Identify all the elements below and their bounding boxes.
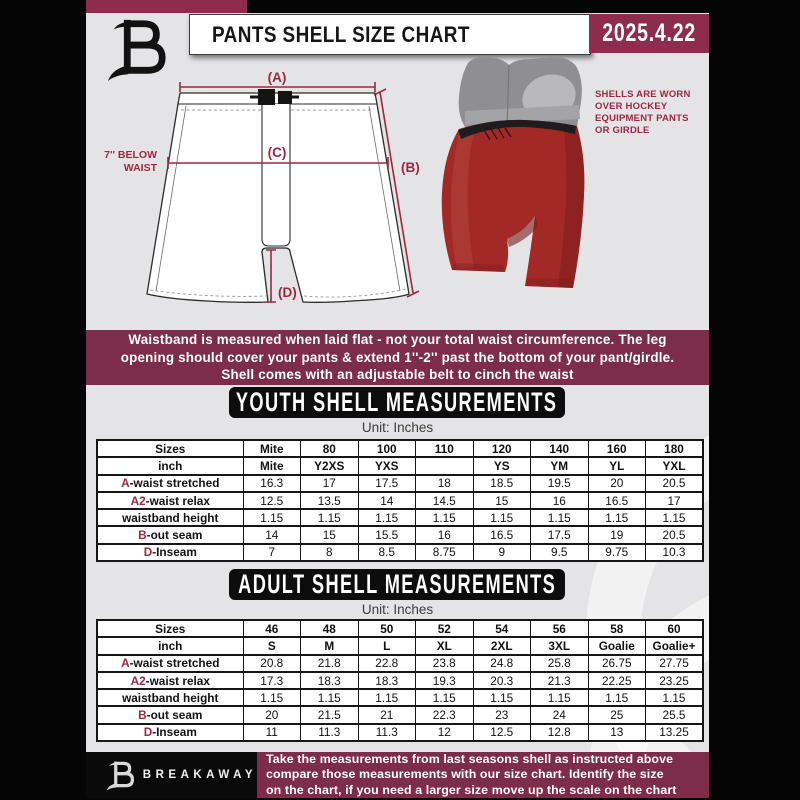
label-B: (B) — [401, 160, 420, 175]
label-A: (A) — [267, 70, 287, 85]
title-bar — [189, 14, 591, 55]
table-row — [97, 544, 703, 561]
table-row — [97, 526, 703, 543]
cell: 18.3 — [358, 672, 416, 689]
cell: 8.5 — [358, 544, 416, 561]
row-label — [97, 544, 243, 561]
adult-heading-text: ADULT SHELL MEASUREMENTS — [237, 568, 557, 600]
cell: Mite — [243, 440, 301, 457]
adult-section-heading — [229, 569, 565, 600]
shell-note-line: EQUIPMENT PANTS — [595, 113, 689, 124]
cell: 14.5 — [416, 492, 474, 509]
cell: 58 — [588, 620, 646, 637]
row-label-text: inch — [158, 458, 183, 473]
info-banner-line: Waistband is measured when laid flat - not your total waist circumference. The leg — [128, 332, 667, 348]
cell: Y2XS — [301, 457, 359, 474]
footer-instructions — [257, 752, 709, 798]
cell: 1.15 — [531, 689, 589, 706]
footer-line: compare those measurements with our size chart. Identify the size — [266, 767, 664, 782]
content-sheet — [86, 13, 709, 752]
cell: 1.15 — [243, 689, 301, 706]
cell: 24 — [531, 706, 589, 723]
cell: Goalie+ — [646, 637, 704, 654]
cell: 22.25 — [588, 672, 646, 689]
row-label — [97, 492, 243, 509]
cell: 11 — [243, 724, 301, 741]
cell: 50 — [358, 620, 416, 637]
waist-note-line1: 7'' BELOW — [104, 149, 157, 161]
date-badge — [589, 14, 709, 53]
cell: 1.15 — [588, 509, 646, 526]
cell: 60 — [646, 620, 704, 637]
cell: 48 — [301, 620, 359, 637]
cell: 80 — [301, 440, 359, 457]
cell: 20 — [588, 475, 646, 492]
cell: 13.25 — [646, 724, 704, 741]
cell: M — [301, 637, 359, 654]
info-banner-line: Shell comes with an adjustable belt to cinch the waist — [221, 367, 574, 383]
cell — [416, 457, 474, 474]
row-label — [97, 440, 243, 457]
cell: 8.75 — [416, 544, 474, 561]
table-row — [97, 457, 703, 474]
row-label — [97, 724, 243, 741]
cell: 13 — [588, 724, 646, 741]
unit-label-youth: Unit: Inches — [361, 420, 434, 435]
cell: 17.5 — [358, 475, 416, 492]
cell: S — [243, 637, 301, 654]
date-text: 2025.4.22 — [602, 19, 696, 47]
cell: 26.75 — [588, 655, 646, 672]
cell: 18 — [416, 475, 474, 492]
cell: XL — [416, 637, 474, 654]
row-label-prefix: A — [121, 656, 130, 671]
cell: 19.3 — [416, 672, 474, 689]
cell: 20.5 — [646, 526, 704, 543]
cell: 9.5 — [531, 544, 589, 561]
table-row — [97, 440, 703, 457]
row-label-prefix: A2 — [130, 493, 146, 508]
shell-note-line: SHELLS ARE WORN — [595, 89, 691, 100]
cell: 16 — [531, 492, 589, 509]
row-label-prefix: B — [138, 708, 147, 723]
row-label — [97, 637, 243, 654]
cell: 25 — [588, 706, 646, 723]
row-label — [97, 620, 243, 637]
cell: 12.8 — [531, 724, 589, 741]
row-label-text: Sizes — [155, 621, 186, 636]
cell: 17 — [301, 475, 359, 492]
label-C: (C) — [267, 145, 287, 160]
shell-product-photo — [438, 55, 600, 321]
cell: 16.3 — [243, 475, 301, 492]
row-label — [97, 706, 243, 723]
cell: 54 — [473, 620, 531, 637]
cell: 17 — [646, 492, 704, 509]
cell: 20.3 — [473, 672, 531, 689]
cell: 1.15 — [416, 689, 474, 706]
row-label-prefix: B — [138, 528, 147, 543]
cell: YL — [588, 457, 646, 474]
row-label — [97, 672, 243, 689]
youth-size-table — [96, 439, 704, 562]
row-label — [97, 689, 243, 706]
cell: 140 — [531, 440, 589, 457]
cell: 1.15 — [358, 509, 416, 526]
row-label-text: -waist relax — [145, 673, 210, 688]
cell: 20.8 — [243, 655, 301, 672]
footer-brand-block — [86, 752, 257, 798]
info-banner — [86, 330, 709, 385]
cell: 10.3 — [646, 544, 704, 561]
cell: 180 — [646, 440, 704, 457]
youth-heading-text: YOUTH SHELL MEASUREMENTS — [236, 386, 558, 418]
row-label-text: -waist stretched — [129, 656, 220, 671]
table-row — [97, 706, 703, 723]
cell: 21 — [358, 706, 416, 723]
cell: 13.5 — [301, 492, 359, 509]
cell: 19 — [588, 526, 646, 543]
top-accent-strip — [86, 0, 247, 13]
cell: 23.25 — [646, 672, 704, 689]
row-label — [97, 526, 243, 543]
cell: 15.5 — [358, 526, 416, 543]
cell: 100 — [358, 440, 416, 457]
cell: 1.15 — [243, 509, 301, 526]
cell: 9 — [473, 544, 531, 561]
cell: 15 — [473, 492, 531, 509]
cell: 1.15 — [416, 509, 474, 526]
cell: 1.15 — [301, 689, 359, 706]
cell: 25.5 — [646, 706, 704, 723]
row-label — [97, 509, 243, 526]
cell: YS — [473, 457, 531, 474]
row-label-text: Sizes — [155, 441, 186, 456]
adult-size-table — [96, 619, 704, 742]
shell-note-line: OR GIRDLE — [595, 125, 650, 136]
cell: 17.3 — [243, 672, 301, 689]
cell: 20.5 — [646, 475, 704, 492]
cell: 9.75 — [588, 544, 646, 561]
cell: 18.3 — [301, 672, 359, 689]
cell: 1.15 — [473, 689, 531, 706]
row-label-text: -out seam — [146, 528, 203, 543]
cell: 23.8 — [416, 655, 474, 672]
cell: 16.5 — [473, 526, 531, 543]
cell: 21.5 — [301, 706, 359, 723]
table-row — [97, 620, 703, 637]
cell: 52 — [416, 620, 474, 637]
cell: 25.8 — [531, 655, 589, 672]
cell: 12 — [416, 724, 474, 741]
footer-line: on the chart, if you need a larger size move up the scale on the chart — [266, 782, 677, 797]
cell: 1.15 — [588, 689, 646, 706]
row-label — [97, 475, 243, 492]
row-label-prefix: D — [143, 545, 153, 560]
row-label-text: -Inseam — [152, 725, 197, 740]
cell: 14 — [358, 492, 416, 509]
cell: 1.15 — [358, 689, 416, 706]
row-label-text: -Inseam — [152, 545, 197, 560]
footer-line: Take the measurements from last seasons shell as instructed above — [266, 752, 674, 767]
page-title: PANTS SHELL SIZE CHART — [212, 21, 470, 47]
youth-section-heading — [229, 387, 565, 418]
cell: Goalie — [588, 637, 646, 654]
table-row — [97, 655, 703, 672]
cell: 12.5 — [473, 724, 531, 741]
label-D: (D) — [278, 285, 297, 300]
table-row — [97, 672, 703, 689]
cell: YM — [531, 457, 589, 474]
cell: 11.3 — [358, 724, 416, 741]
cell: 160 — [588, 440, 646, 457]
cell: 24.8 — [473, 655, 531, 672]
breakaway-logo-icon — [106, 758, 134, 792]
cell: 110 — [416, 440, 474, 457]
row-label-text: -waist relax — [145, 493, 210, 508]
cell: 8 — [301, 544, 359, 561]
cell: 16 — [416, 526, 474, 543]
cell: 1.15 — [531, 509, 589, 526]
table-row — [97, 637, 703, 654]
cell: L — [358, 637, 416, 654]
row-label — [97, 457, 243, 474]
cell: 17.5 — [531, 526, 589, 543]
cell: 20 — [243, 706, 301, 723]
info-banner-line: opening should cover your pants & extend 1''-2'' past the bottom of your pant/girdle. — [120, 349, 675, 365]
pants-measurement-diagram — [100, 60, 440, 320]
cell: 16.5 — [588, 492, 646, 509]
cell: 46 — [243, 620, 301, 637]
row-label — [97, 655, 243, 672]
waist-note-line2: WAIST — [123, 162, 157, 174]
shell-note — [595, 89, 709, 137]
table-row — [97, 475, 703, 492]
cell: Mite — [243, 457, 301, 474]
cell: 1.15 — [646, 689, 704, 706]
cell: 11.3 — [301, 724, 359, 741]
cell: 18.5 — [473, 475, 531, 492]
cell: 22.8 — [358, 655, 416, 672]
cell: 2XL — [473, 637, 531, 654]
cell: 1.15 — [473, 509, 531, 526]
cell: 1.15 — [301, 509, 359, 526]
cell: YXS — [358, 457, 416, 474]
cell: 23 — [473, 706, 531, 723]
table-row — [97, 724, 703, 741]
cell: 21.3 — [531, 672, 589, 689]
cell: 21.8 — [301, 655, 359, 672]
row-label-text: -waist stretched — [129, 476, 220, 491]
cell: 19.5 — [531, 475, 589, 492]
table-row — [97, 509, 703, 526]
table-row — [97, 689, 703, 706]
unit-label-adult: Unit: Inches — [361, 602, 434, 617]
row-label-prefix: A — [121, 476, 130, 491]
row-label-text: waistband height — [122, 690, 219, 705]
cell: 120 — [473, 440, 531, 457]
cell: 3XL — [531, 637, 589, 654]
cell: 27.75 — [646, 655, 704, 672]
row-label-prefix: A2 — [130, 673, 146, 688]
cell: 22.3 — [416, 706, 474, 723]
cell: 12.5 — [243, 492, 301, 509]
brand-name: BREAKAWAY — [142, 769, 257, 781]
row-label-text: waistband height — [122, 510, 219, 525]
shell-note-line: OVER HOCKEY — [595, 101, 668, 112]
cell: 14 — [243, 526, 301, 543]
row-label-text: -out seam — [146, 708, 203, 723]
cell: 56 — [531, 620, 589, 637]
cell: YXL — [646, 457, 704, 474]
cell: 1.15 — [646, 509, 704, 526]
table-row — [97, 492, 703, 509]
belt-buckle — [258, 89, 275, 105]
row-label-text: inch — [158, 638, 183, 653]
cell: 7 — [243, 544, 301, 561]
cell: 15 — [301, 526, 359, 543]
row-label-prefix: D — [143, 725, 153, 740]
